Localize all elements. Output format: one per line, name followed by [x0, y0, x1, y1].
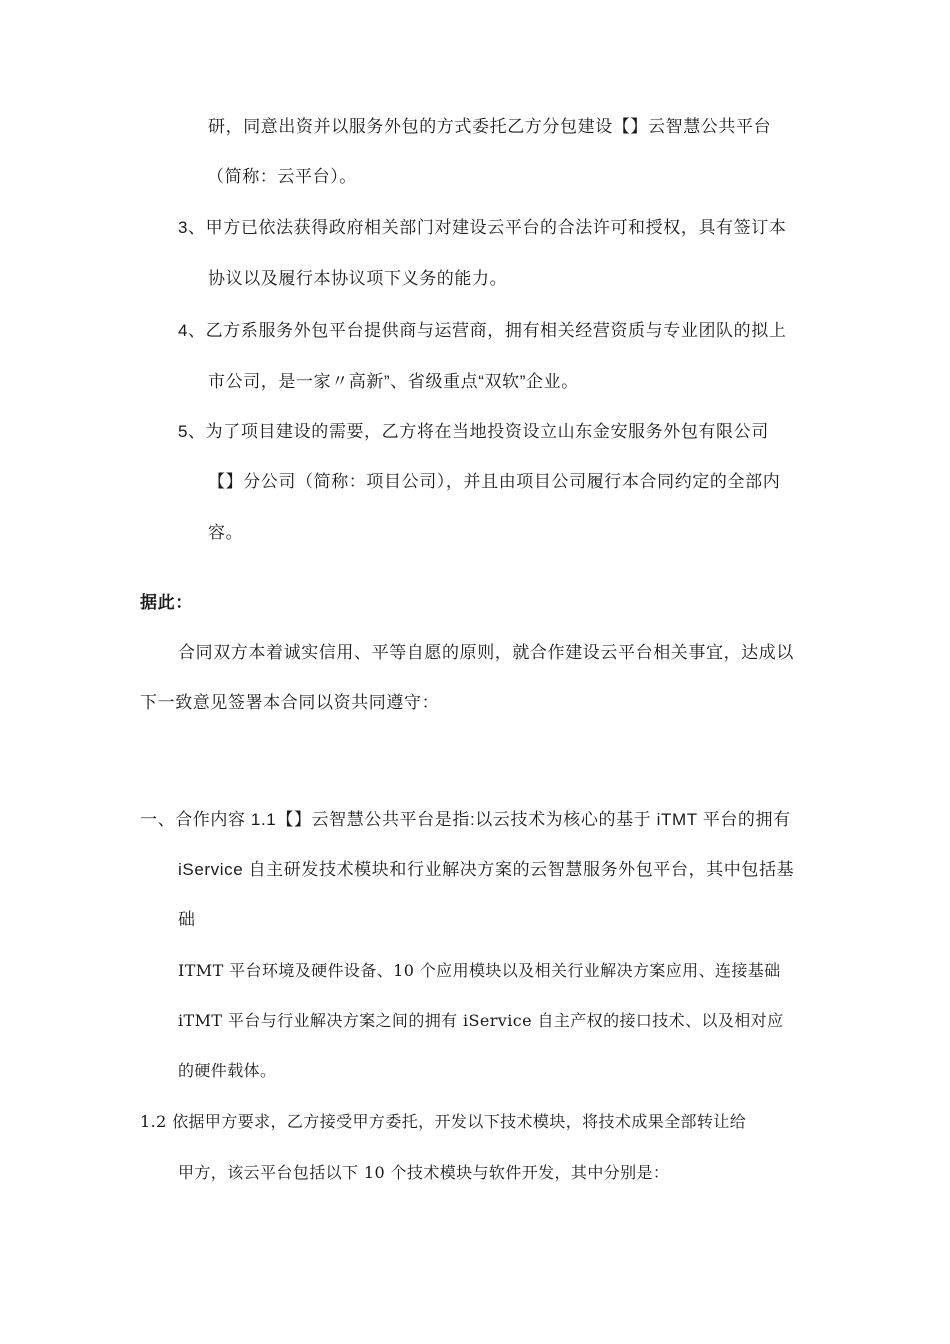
list-item-3: 3、甲方已依法获得政府相关部门对建设云平台的合法许可和授权，具有签订本 [178, 218, 787, 237]
section-heading: 据此： [140, 593, 193, 612]
paragraph-line: 础 [178, 910, 196, 929]
paragraph-line: （简称：云平台）。 [207, 167, 357, 186]
paragraph-line: 下一致意见签署本合同以资共同遵守： [140, 693, 440, 712]
paragraph-line: 的硬件载体。 [178, 1061, 277, 1080]
paragraph-line: 容。 [208, 523, 244, 542]
paragraph-line: iTMT 平台与行业解决方案之间的拥有 iService 自主产权的接口技术、以及相对应 [178, 1011, 784, 1030]
paragraph-line: ITMT 平台环境及硬件设备、10 个应用模块以及相关行业解决方案应用、连接基础 [178, 961, 781, 980]
paragraph-line: 甲方，该云平台包括以下 10 个技术模块与软件开发，其中分别是： [178, 1163, 670, 1182]
clause-1-2: 1.2 依据甲方要求，乙方接受甲方委托，开发以下技术模块，将技术成果全部转让给 [140, 1112, 747, 1131]
section-heading: 一、合作内容 1.1【】云智慧公共平台是指:以云技术为核心的基于 iTMT 平台的拥有 [140, 810, 791, 829]
paragraph-line: 【】分公司（简称：项目公司），并且由项目公司履行本合同约定的全部内 [208, 472, 781, 491]
paragraph-line: 研，同意出资并以服务外包的方式委托乙方分包建设【】云智慧公共平台 [208, 117, 772, 136]
list-item-5: 5、为了项目建设的需要，乙方将在当地投资设立山东金安服务外包有限公司 [178, 422, 769, 441]
paragraph-line: 合同双方本着诚实信用、平等自愿的原则，就合作建设云平台相关事宜，达成以 [178, 643, 794, 662]
paragraph-line: 市公司，是一家〃高新”、省级重点“双软”企业。 [208, 372, 579, 391]
paragraph-line: iService 自主研发技术模块和行业解决方案的云智慧服务外包平台，其中包括基 [178, 860, 795, 879]
list-item-4: 4、乙方系服务外包平台提供商与运营商，拥有相关经营资质与专业团队的拟上 [178, 321, 787, 340]
paragraph-line: 协议以及履行本协议项下义务的能力。 [208, 269, 508, 288]
